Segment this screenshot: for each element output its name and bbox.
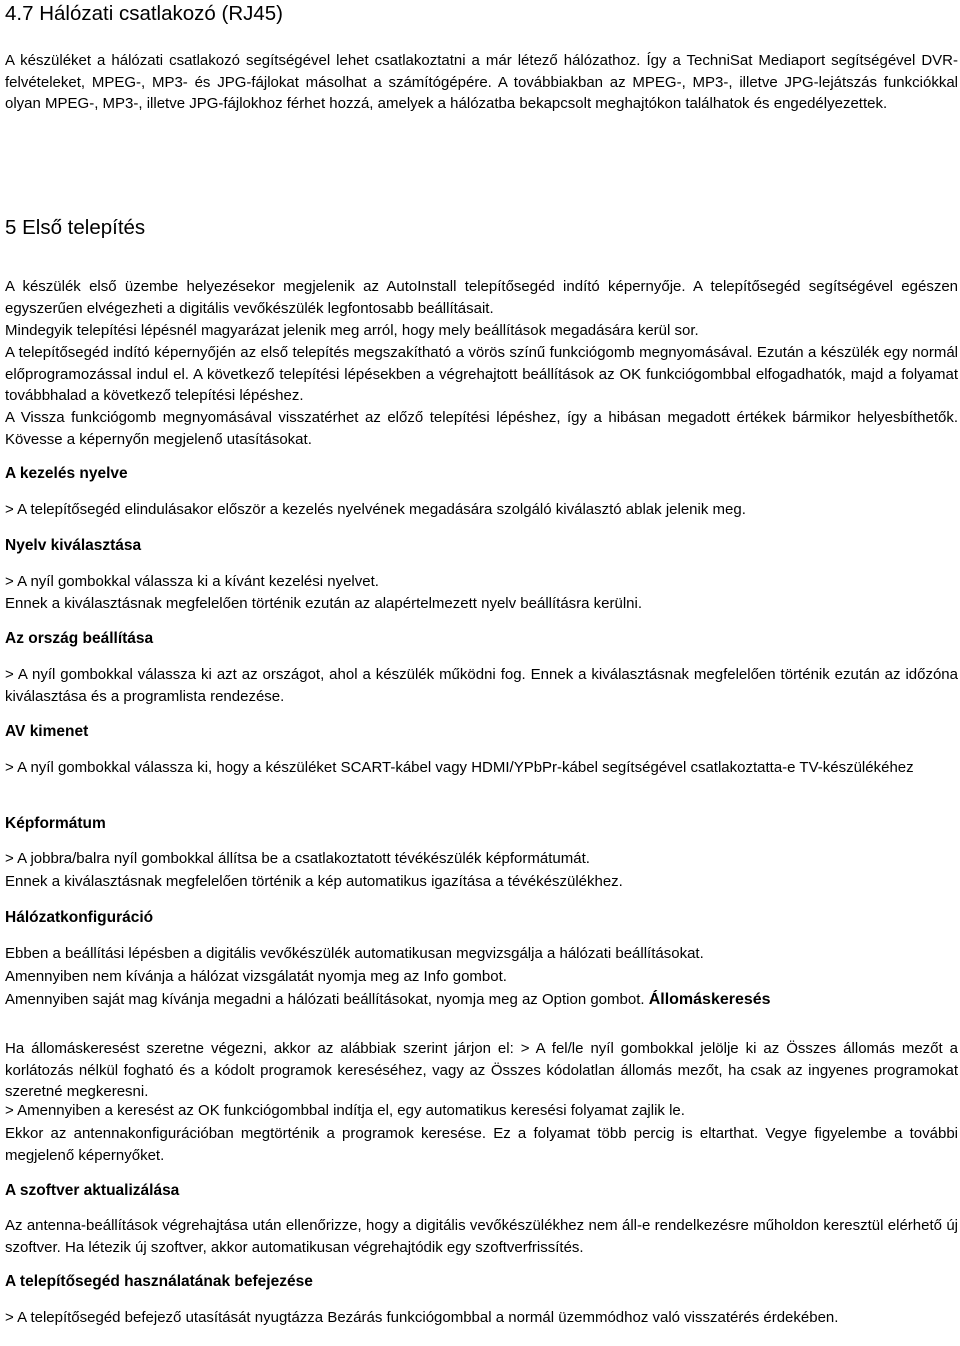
section-5-paragraph-2: Mindegyik telepítési lépésnél magyarázat jelenik meg arról, hogy mely beállítások megadására kerül sor.: [5, 322, 699, 339]
halozat-paragraph-2: Amennyiben nem kívánja a hálózat vizsgálatát nyomja meg az Info gombot.: [5, 968, 507, 985]
halozat-paragraph-1: Ebben a beállítási lépésben a digitális vevőkészülék automatikusan megvizsgálja a hálózati beállításokat.: [5, 945, 704, 962]
nyelv-paragraph-2: Ennek a kiválasztásnak megfelelően történik ezután az alapértelmezett nyelv beállításra kerülni.: [5, 595, 643, 612]
allomas-paragraph-2: > Amennyiben a keresést az OK funkciógombbal indítja el, egy automatikus keresési folyamat zajlik le.: [5, 1102, 685, 1119]
halozat-paragraph-3: [5, 989, 958, 1011]
section-4-7-body: A készüléket a hálózati csatlakozó segítségével lehet csatlakoztatni a már létező hálózathoz. Így a TechniSat Mediaport segítségével DVR-felvételeket, MPEG-, MP3- és JPG-fájlokat másolhat a számítógépére. A továbbiakban az MPEG-, MP3-, illetve JPG-lejátszás funkciókkal olyan MPEG-, MP3-, illetve JPG-fájlokhoz férhet hozzá, amelyek a hálózatba bekapcsolt meghajtókon találhatok és engedélyezettek.: [5, 52, 958, 112]
heading-allomaskereses: Állomáskeresés: [648, 991, 771, 1008]
heading-kepformatum: Képformátum: [5, 815, 106, 832]
section-title-4-7: 4.7 Hálózati csatlakozó (RJ45): [5, 2, 284, 25]
kezeles-paragraph-1: > A telepítősegéd elindulásakor először a kezelés nyelvének megadására szolgáló kiválasztó ablak jelenik meg.: [5, 501, 746, 518]
allomas-paragraph-3: Ekkor az antennakonfigurációban megtörténik a programok keresése. Ez a folyamat több percig is eltarthat. Vegye figyelembe a további megjelenő képernyőket.: [5, 1125, 958, 1164]
section-5-paragraph-4: A Vissza funkciógomb megnyomásával visszatérhet az előző telepítési lépéshez, így a hibásan megadott értékek bármikor helyesbíthetők. Kövesse a képernyőn megjelenő utasításokat.: [5, 409, 958, 448]
nyelv-paragraph-1: > A nyíl gombokkal válassza ki a kívánt kezelési nyelvet.: [5, 573, 379, 590]
heading-orszag-beallitasa: Az ország beállítása: [5, 630, 154, 647]
szoftver-paragraph-1: Az antenna-beállítások végrehajtása után ellenőrizze, hogy a digitális vevőkészülékhez nem áll-e rendelkezésre műholdon keresztül elérhető új szoftver. Ha létezik új szoftver, akkor automatikusan végrehajtódik egy szoftverfrissítés.: [5, 1217, 958, 1256]
halozat-paragraph-3-text: Amennyiben saját mag kívánja megadni a hálózati beállításokat, nyomja meg az Option gombot.: [5, 991, 645, 1008]
heading-nyelv-kivalasztasa: Nyelv kiválasztása: [5, 537, 142, 554]
av-paragraph-1: > A nyíl gombokkal válassza ki, hogy a készüléket SCART-kábel vagy HDMI/YPbPr-kábel segítségével csatlakoztatta-e TV-készülékéhez: [5, 759, 914, 776]
section-5-paragraph-1: A készülék első üzembe helyezésekor megjelenik az AutoInstall telepítősegéd indító képernyője. A telepítősegéd segítségével egészen egyszerűen elvégezheti a digitális vevőkészülék legfontosabb beállításait.: [5, 278, 958, 317]
kepformatum-paragraph-2: Ennek a kiválasztásnak megfelelően történik a kép automatikus igazítása a tévékészülékhez.: [5, 873, 623, 890]
heading-kezeles-nyelve: A kezelés nyelve: [5, 465, 128, 482]
section-5-paragraph-3: A telepítősegéd indító képernyőjén az első telepítés megszakítható a vörös színű funkciógomb megnyomásával. Ezután a készülék egy normál előprogramozással indul el. A következő telepítési lépésekben a végrehajtott beállítások az OK funkciógombbal elfogadhatók, majd a folyamat továbbhalad a következő telepítési lépéshez.: [5, 344, 958, 404]
section-title-5: 5 Első telepítés: [5, 216, 146, 239]
heading-av-kimenet: AV kimenet: [5, 723, 89, 740]
heading-telepitosegéd-befejezese: A telepítősegéd használatának befejezése: [5, 1273, 313, 1290]
heading-halozatkonfiguracio: Hálózatkonfiguráció: [5, 909, 154, 926]
orszag-paragraph-1: > A nyíl gombokkal válassza ki azt az országot, ahol a készülék működni fog. Ennek a kiválasztásnak megfelelően történik ezután az időzóna kiválasztása és a programlista rendezése.: [5, 666, 958, 705]
kepformatum-paragraph-1: > A jobbra/balra nyíl gombokkal állítsa be a csatlakoztatott tévékészülék képformátumát.: [5, 850, 590, 867]
heading-szoftver-aktualizalasa: A szoftver aktualizálása: [5, 1182, 180, 1199]
befejezes-paragraph-1: > A telepítősegéd befejező utasítását nyugtázza Bezárás funkciógombbal a normál üzemmódhoz való visszatérés érdekében.: [5, 1309, 839, 1326]
allomas-paragraph-1: Ha állomáskeresést szeretne végezni, akkor az alábbiak szerint járjon el: > A fel/le nyíl gombokkal jelölje ki az Összes állomás mezőt a korlátozás nélkül fogható és a kódolt programok kereséséhez, vagy az Összes kódolatlan állomás mezőt, ha csak az ingyenes programokat szeretné megkeresni.: [5, 1040, 958, 1100]
